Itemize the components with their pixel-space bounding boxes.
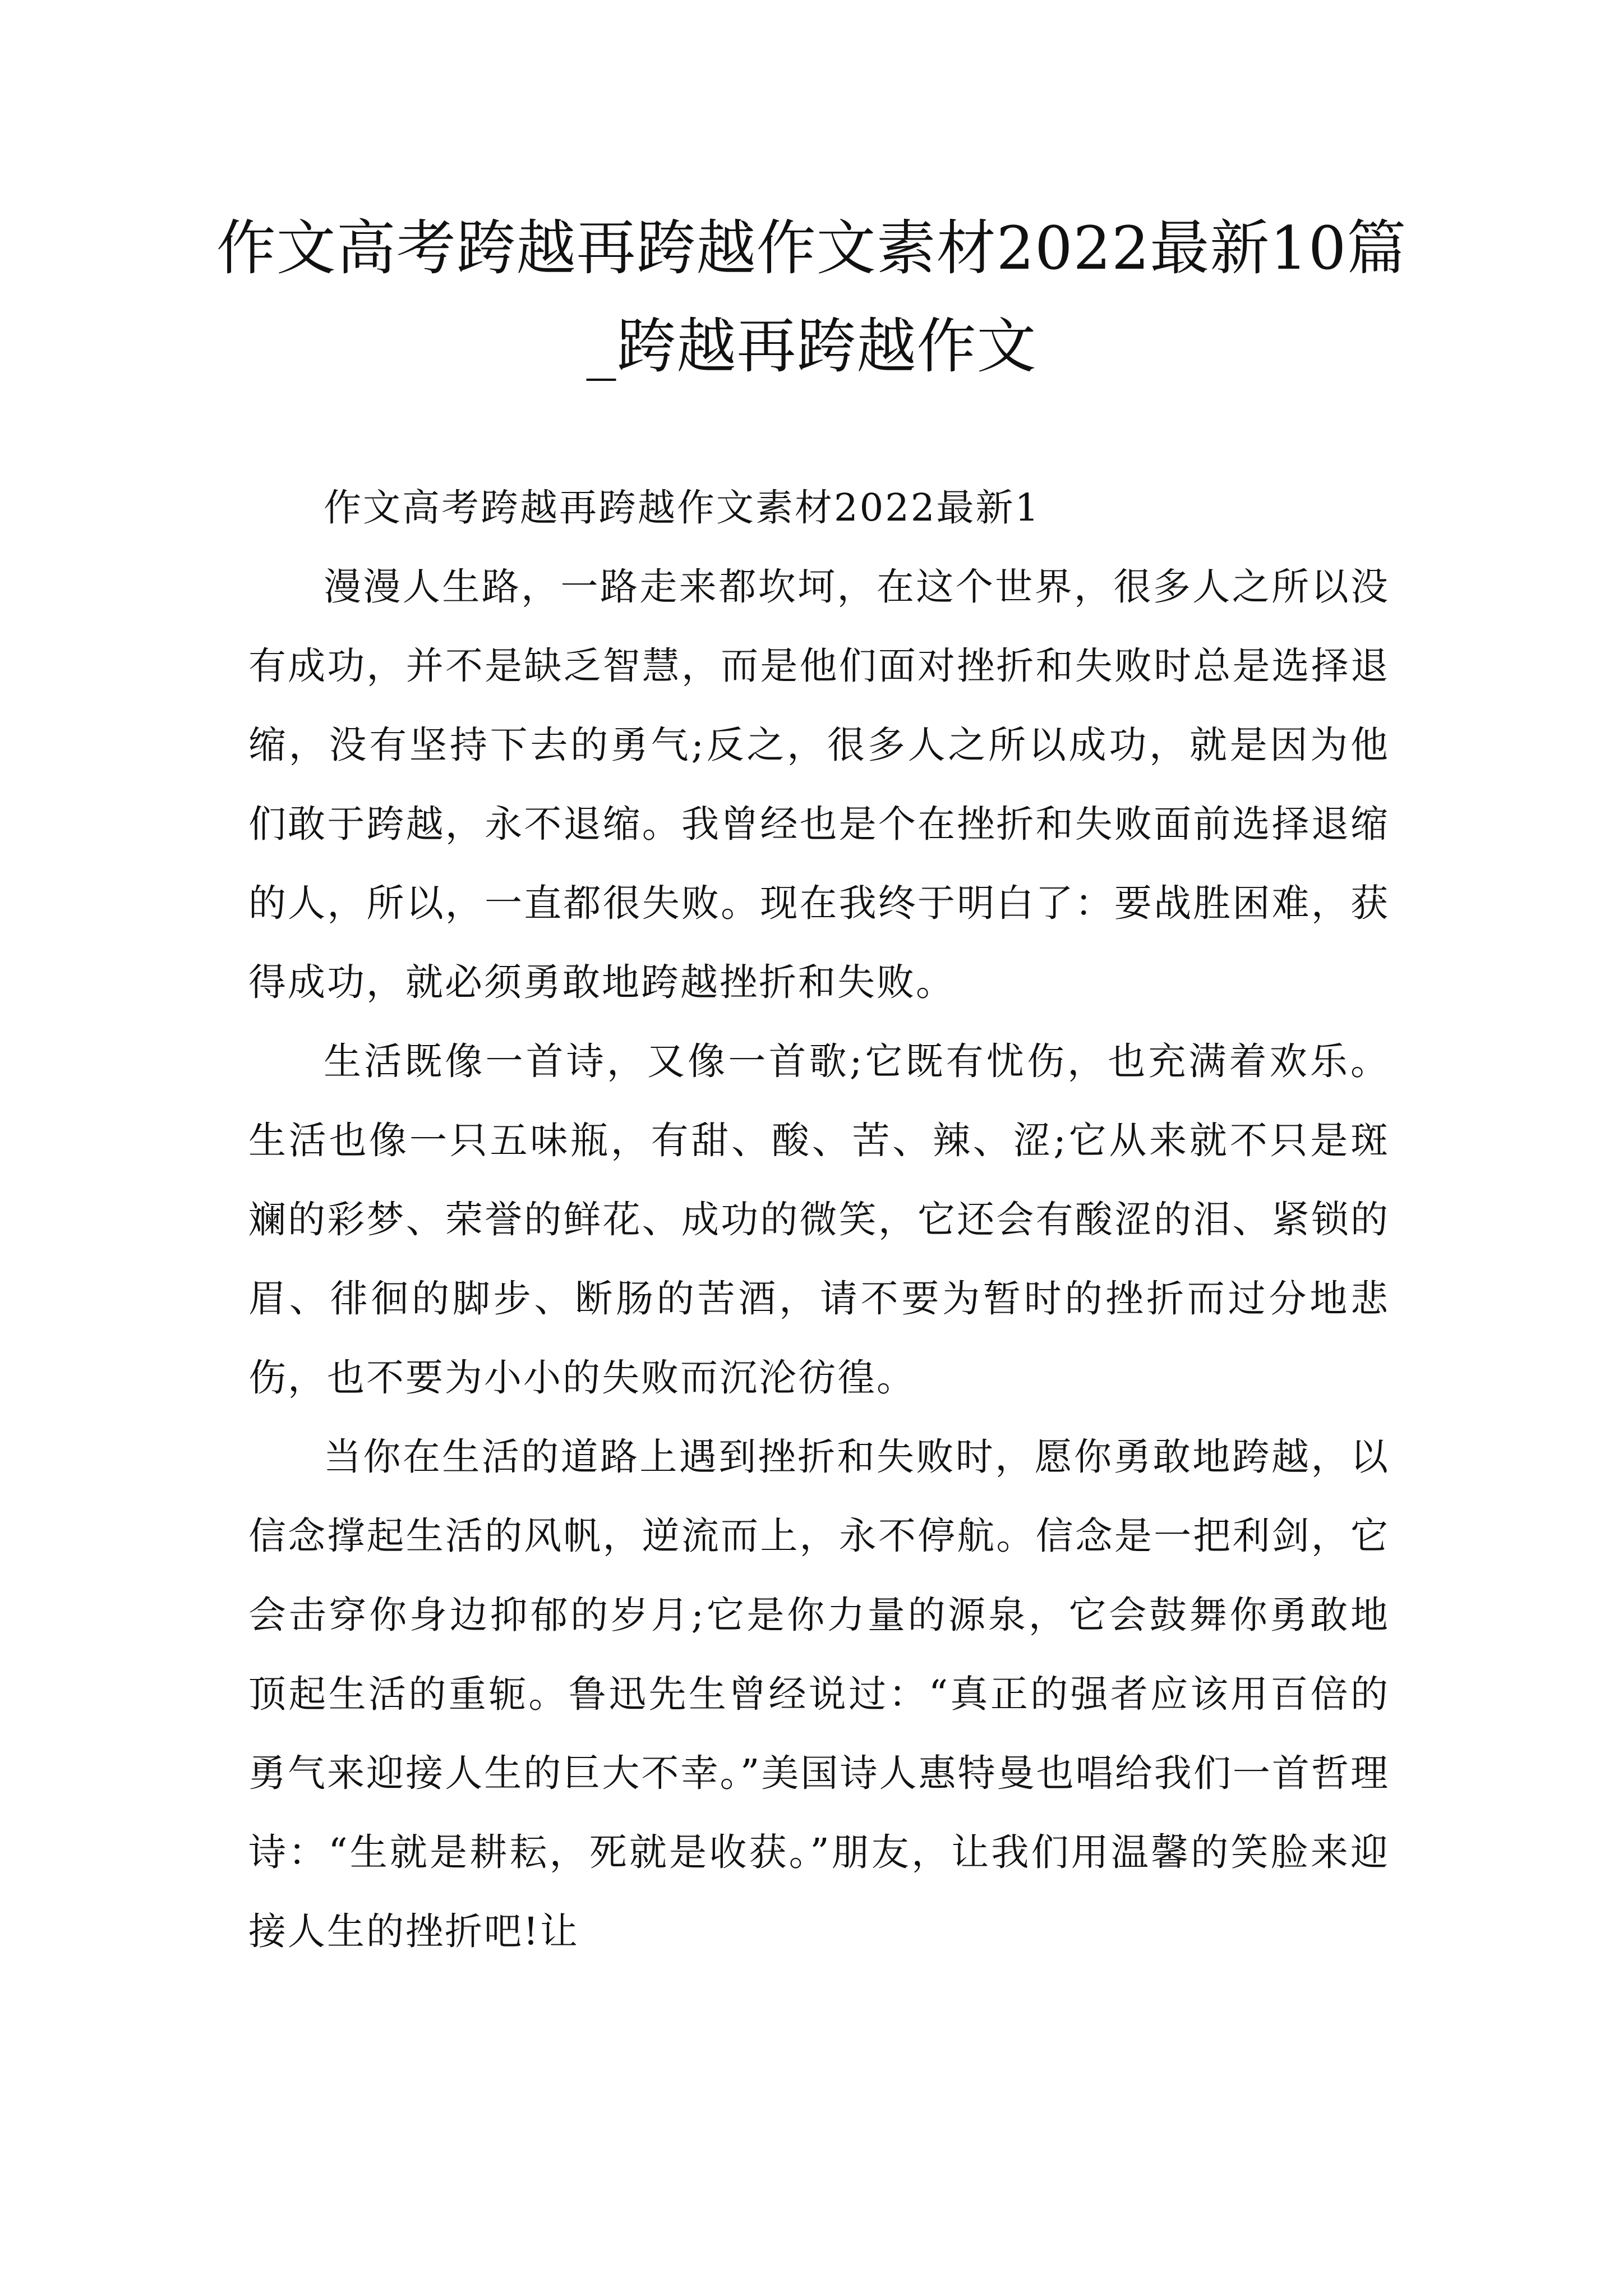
body-paragraph: 生活既像一首诗，又像一首歌;它既有忧伤，也充满着欢乐。生活也像一只五味瓶，有甜、酸、苦、辣、涩;它从来就不只是斑斓的彩梦、荣誉的鲜花、成功的微笑，它还会有酸涩的泪、紧锁的眉、徘徊的脚步、断肠的苦酒，请不要为暂时的挫折而过分地悲伤，也不要为小小的失败而沉沦彷徨。	[248, 1039, 1390, 1400]
document-body	[248, 468, 1390, 1971]
body-paragraph: 当你在生活的道路上遇到挫折和失败时，愿你勇敢地跨越，以信念撑起生活的风帆，逆流而上，永不停航。信念是一把利剑，它会击穿你身边抑郁的岁月;它是你力量的源泉，它会鼓舞你勇敢地顶起生活的重轭。鲁迅先生曾经说过：“真正的强者应该用百倍的勇气来迎接人生的巨大不幸。”美国诗人惠特曼也唱给我们一首哲理诗：“生就是耕耘，死就是收获。”朋友，让我们用温馨的笑脸来迎接人生的挫折吧!让	[248, 1435, 1390, 1953]
section-heading: 作文高考跨越再跨越作文素材2022最新1	[324, 486, 1041, 530]
document-title: 作文高考跨越再跨越作文素材2022最新10篇_跨越再跨越作文	[216, 214, 1407, 381]
body-paragraph: 漫漫人生路，一路走来都坎坷，在这个世界，很多人之所以没有成功，并不是缺乏智慧，而是他们面对挫折和失败时总是选择退缩，没有坚持下去的勇气;反之，很多人之所以成功，就是因为他们敢于跨越，永不退缩。我曾经也是个在挫折和失败面前选择退缩的人，所以，一直都很失败。现在我终于明白了：要战胜困难，获得成功，就必须勇敢地跨越挫折和失败。	[248, 565, 1390, 1004]
